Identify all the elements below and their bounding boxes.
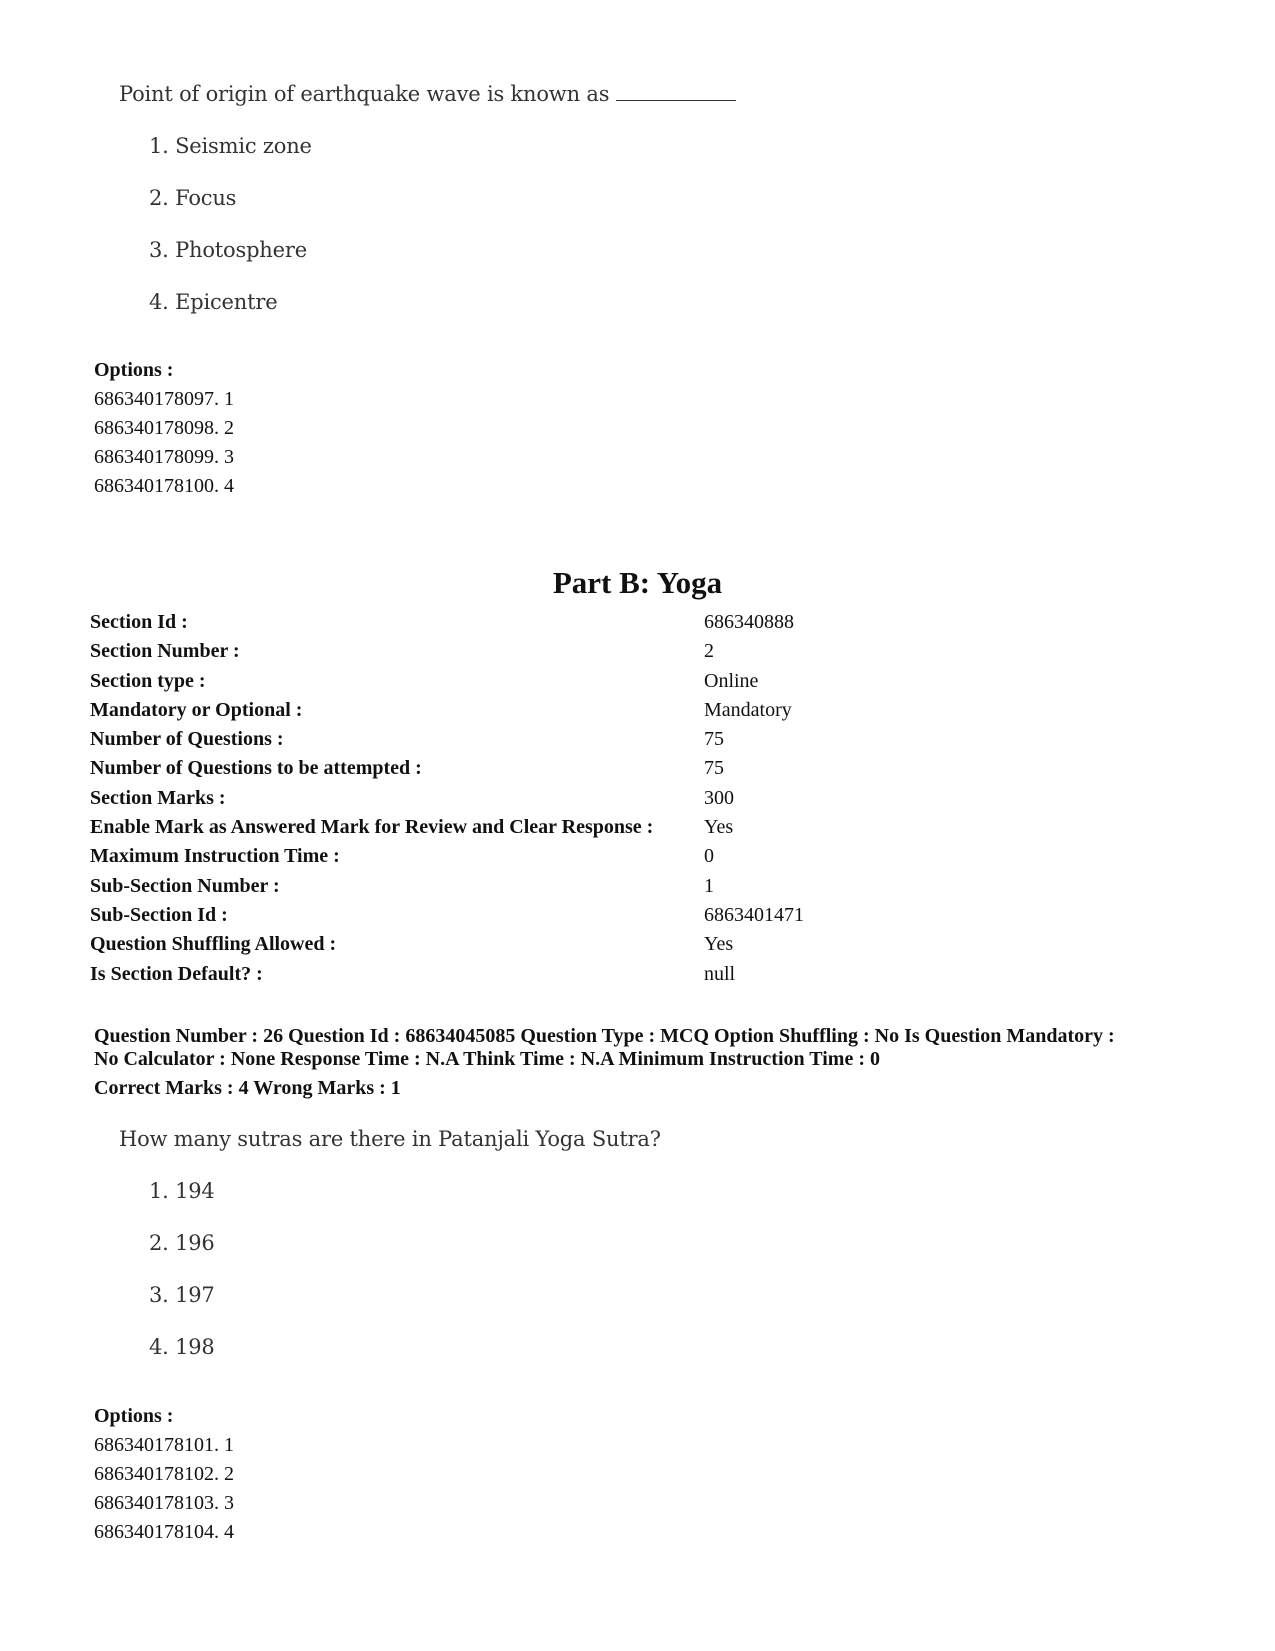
table-row: [90, 754, 804, 783]
row-label: Number of Questions to be attempted :: [90, 757, 422, 780]
option-id-3: 686340178099. 3: [94, 446, 234, 468]
options-list: [94, 1402, 234, 1547]
row-label: Section Number :: [90, 640, 240, 663]
choice-1: 1. Seismic zone: [149, 134, 312, 158]
choice-2: 2. Focus: [149, 186, 237, 210]
question-text: How many sutras are there in Patanjali Yoga Sutra?: [119, 1127, 661, 1151]
option-id-4: 686340178104. 4: [94, 1521, 234, 1543]
section-details-table: [90, 608, 804, 989]
row-value: 75: [704, 728, 724, 751]
row-value: 2: [704, 640, 714, 663]
question-meta-line-1: Question Number : 26 Question Id : 68634045085 Question Type : MCQ Option Shuffling : No Is Question Mandatory :: [94, 1025, 1115, 1047]
choice-3: 3. Photosphere: [149, 238, 307, 262]
row-label: Section type :: [90, 669, 206, 692]
table-row: [90, 667, 804, 696]
option-id-4: 686340178100. 4: [94, 475, 234, 497]
row-value: Mandatory: [704, 698, 792, 721]
part-title: Part B: Yoga: [552, 565, 723, 600]
choice-3: 3. 197: [149, 1283, 215, 1307]
row-label: Question Shuffling Allowed :: [90, 933, 337, 956]
choice-2: 2. 196: [149, 1231, 215, 1255]
row-label: Section Id :: [90, 611, 188, 633]
answer-blank: [616, 82, 736, 101]
question-meta-line-2: No Calculator : None Response Time : N.A Think Time : N.A Minimum Instruction Time : 0: [94, 1048, 880, 1070]
table-row: [90, 813, 804, 842]
row-label: Maximum Instruction Time :: [90, 845, 340, 868]
row-value: Yes: [704, 816, 734, 839]
row-value: 6863401471: [704, 903, 804, 926]
row-value: 686340888: [704, 611, 794, 633]
table-row: [90, 960, 804, 989]
row-label: Section Marks :: [90, 786, 226, 809]
question-text-content: Point of origin of earthquake wave is known as: [119, 82, 610, 106]
row-value: 300: [704, 786, 734, 809]
row-label: Number of Questions :: [90, 728, 284, 751]
choice-4: 4. Epicentre: [149, 290, 278, 314]
choice-1: 1. 194: [149, 1179, 215, 1203]
row-label: Mandatory or Optional :: [90, 698, 303, 721]
row-value: Online: [704, 669, 759, 692]
row-label: Enable Mark as Answered Mark for Review and Clear Response :: [90, 816, 654, 839]
options-title: Options :: [94, 359, 174, 381]
table-row: [90, 608, 804, 637]
table-row: [90, 696, 804, 725]
table-row: [90, 930, 804, 959]
row-value: 75: [704, 757, 724, 780]
row-value: Yes: [704, 933, 734, 956]
choice-4: 4. 198: [149, 1335, 215, 1359]
question-marks: Correct Marks : 4 Wrong Marks : 1: [94, 1077, 401, 1099]
options-title: Options :: [94, 1405, 174, 1427]
option-id-1: 686340178101. 1: [94, 1434, 234, 1456]
row-value: 0: [704, 845, 714, 868]
row-value: null: [704, 962, 736, 985]
option-id-2: 686340178098. 2: [94, 417, 234, 439]
table-row: [90, 842, 804, 871]
option-id-1: 686340178097. 1: [94, 388, 234, 410]
table-row: [90, 901, 804, 930]
row-label: Sub-Section Number :: [90, 874, 280, 897]
table-row: [90, 784, 804, 813]
option-id-3: 686340178103. 3: [94, 1492, 234, 1514]
row-value: 1: [704, 874, 714, 897]
row-label: Sub-Section Id :: [90, 903, 228, 926]
question-meta: [94, 1025, 1214, 1100]
options-list: [94, 356, 234, 501]
table-row: [90, 872, 804, 901]
option-id-2: 686340178102. 2: [94, 1463, 234, 1485]
table-row: [90, 725, 804, 754]
question-text: [119, 82, 736, 106]
row-label: Is Section Default? :: [90, 962, 263, 985]
table-row: [90, 637, 804, 666]
